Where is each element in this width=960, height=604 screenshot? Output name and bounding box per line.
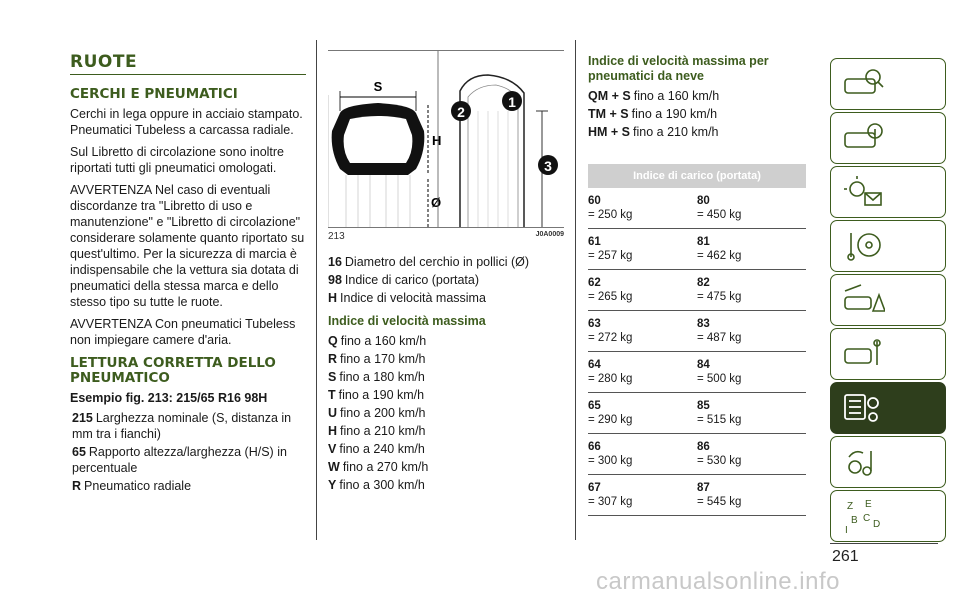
speed-index-list [328, 333, 564, 493]
paragraph: Cerchi in lega oppure in acciaio stampato. Pneumatici Tubeless a carcassa radiale. [70, 107, 303, 137]
callout-2: 2 [457, 104, 465, 120]
page-footer-rule [830, 543, 938, 544]
label-h: H [432, 133, 442, 148]
column-middle [328, 38, 564, 495]
table-row: 63 = 272 kg 83 = 487 kg [588, 311, 806, 352]
snow-speed-title: Indice di velocità massima per pneumatici da neve [588, 54, 769, 83]
svg-text:Z: Z [847, 501, 854, 512]
tire-figure [328, 50, 564, 228]
definition-item: 98 Indice di carico (portata) [328, 273, 479, 287]
speed-item: T fino a 190 km/h [328, 388, 425, 402]
warning-lights-icon [841, 173, 885, 213]
load-index-table [588, 188, 806, 516]
definition-item: 215 Larghezza nominale (S, distanza in mm tra i fianchi) [72, 411, 292, 441]
definition-item: R Pneumatico radiale [72, 479, 192, 493]
definition-item: 65 Rapporto altezza/larghezza (H/S) in percentuale [72, 445, 287, 475]
index-letters-icon [841, 497, 885, 537]
figure-number: 213 [328, 231, 345, 242]
tab-maintenance[interactable] [830, 328, 946, 380]
car-crash-icon [841, 281, 885, 321]
tab-index[interactable] [830, 490, 946, 542]
paragraph: AVVERTENZA Con pneumatici Tubeless non impiegare camere d'aria. [70, 317, 296, 347]
speed-item: V fino a 240 km/h [328, 442, 425, 456]
snow-speed-item: QM + S fino a 160 km/h [588, 89, 720, 103]
section-title: RUOTE [70, 52, 306, 75]
callout-3: 3 [544, 158, 552, 174]
example-line: Esempio fig. 213: 215/65 R16 98H [70, 391, 268, 405]
svg-text:C: C [863, 513, 871, 524]
svg-text:E: E [865, 499, 872, 510]
tab-warnings[interactable] [830, 166, 946, 218]
speed-item: W fino a 270 km/h [328, 460, 429, 474]
subsection-title: LETTURA CORRETTA DELLO PNEUMATICO [70, 355, 276, 386]
column-divider [575, 40, 576, 540]
svg-text:I: I [845, 525, 848, 536]
snow-speed-item: HM + S fino a 210 km/h [588, 125, 719, 139]
speed-item: R fino a 170 km/h [328, 352, 426, 366]
speed-item: S fino a 180 km/h [328, 370, 425, 384]
column-divider [316, 40, 317, 540]
table-row: 65 = 290 kg 85 = 515 kg [588, 393, 806, 434]
multimedia-icon [841, 443, 885, 483]
table-row: 64 = 280 kg 84 = 500 kg [588, 352, 806, 393]
paragraph: Sul Libretto di circolazione sono inoltre riportati tutti gli pneumatici omologati. [70, 145, 285, 175]
table-row: 61 = 257 kg 81 = 462 kg [588, 229, 806, 270]
tab-emergency[interactable] [830, 274, 946, 326]
label-s: S [373, 79, 383, 94]
car-wrench-icon [841, 335, 885, 375]
tab-safety[interactable] [830, 220, 946, 272]
figure-code: J0A0009 [535, 231, 564, 238]
car-info-icon [841, 119, 885, 159]
page-number: 261 [832, 548, 859, 565]
column-right [588, 52, 806, 516]
paragraph: AVVERTENZA Nel caso di eventuali discordanze tra "Libretto di uso e manutenzione" e "Libretto di circolazione" considerare solamente quanto riportato su quest'ultimo. Per la sicurezza di marcia è indispensabile che la vettura sia dotata di pneumatici della stessa marca e dello stesso tipo su tutte le ruote. [70, 183, 305, 309]
table-row: 67 = 307 kg 87 = 545 kg [588, 475, 806, 516]
label-diameter: Ø [431, 195, 442, 210]
speed-item: Q fino a 160 km/h [328, 334, 427, 348]
snow-speed-item: TM + S fino a 190 km/h [588, 107, 718, 121]
tab-multimedia[interactable] [830, 436, 946, 488]
speed-item: U fino a 200 km/h [328, 406, 426, 420]
table-row: 66 = 300 kg 86 = 530 kg [588, 434, 806, 475]
speed-item: Y fino a 300 km/h [328, 478, 425, 492]
svg-text:B: B [851, 515, 858, 526]
svg-text:D: D [873, 519, 881, 530]
subsection-title: CERCHI E PNEUMATICI [70, 86, 238, 102]
load-index-table-title: Indice di carico (portata) [588, 164, 806, 188]
tab-specs[interactable] [830, 382, 946, 434]
watermark: carmanualsonline.info [596, 568, 840, 595]
table-row: 60 = 250 kg 80 = 450 kg [588, 188, 806, 229]
definition-item: 16 Diametro del cerchio in pollici (Ø) [328, 255, 529, 269]
dashboard-car-icon [841, 65, 885, 105]
definition-item: H Indice di velocità massima [328, 291, 486, 305]
speed-index-title: Indice di velocità massima [328, 314, 486, 328]
tab-info[interactable] [830, 112, 946, 164]
tire-cross-section-diagram [328, 51, 564, 227]
table-row: 62 = 265 kg 82 = 475 kg [588, 270, 806, 311]
callout-1: 1 [508, 94, 516, 110]
safety-wheel-icon [841, 227, 885, 267]
tab-dashboard[interactable] [830, 58, 946, 110]
column-left [70, 52, 306, 496]
speed-item: H fino a 210 km/h [328, 424, 426, 438]
specs-gear-icon [841, 389, 885, 429]
